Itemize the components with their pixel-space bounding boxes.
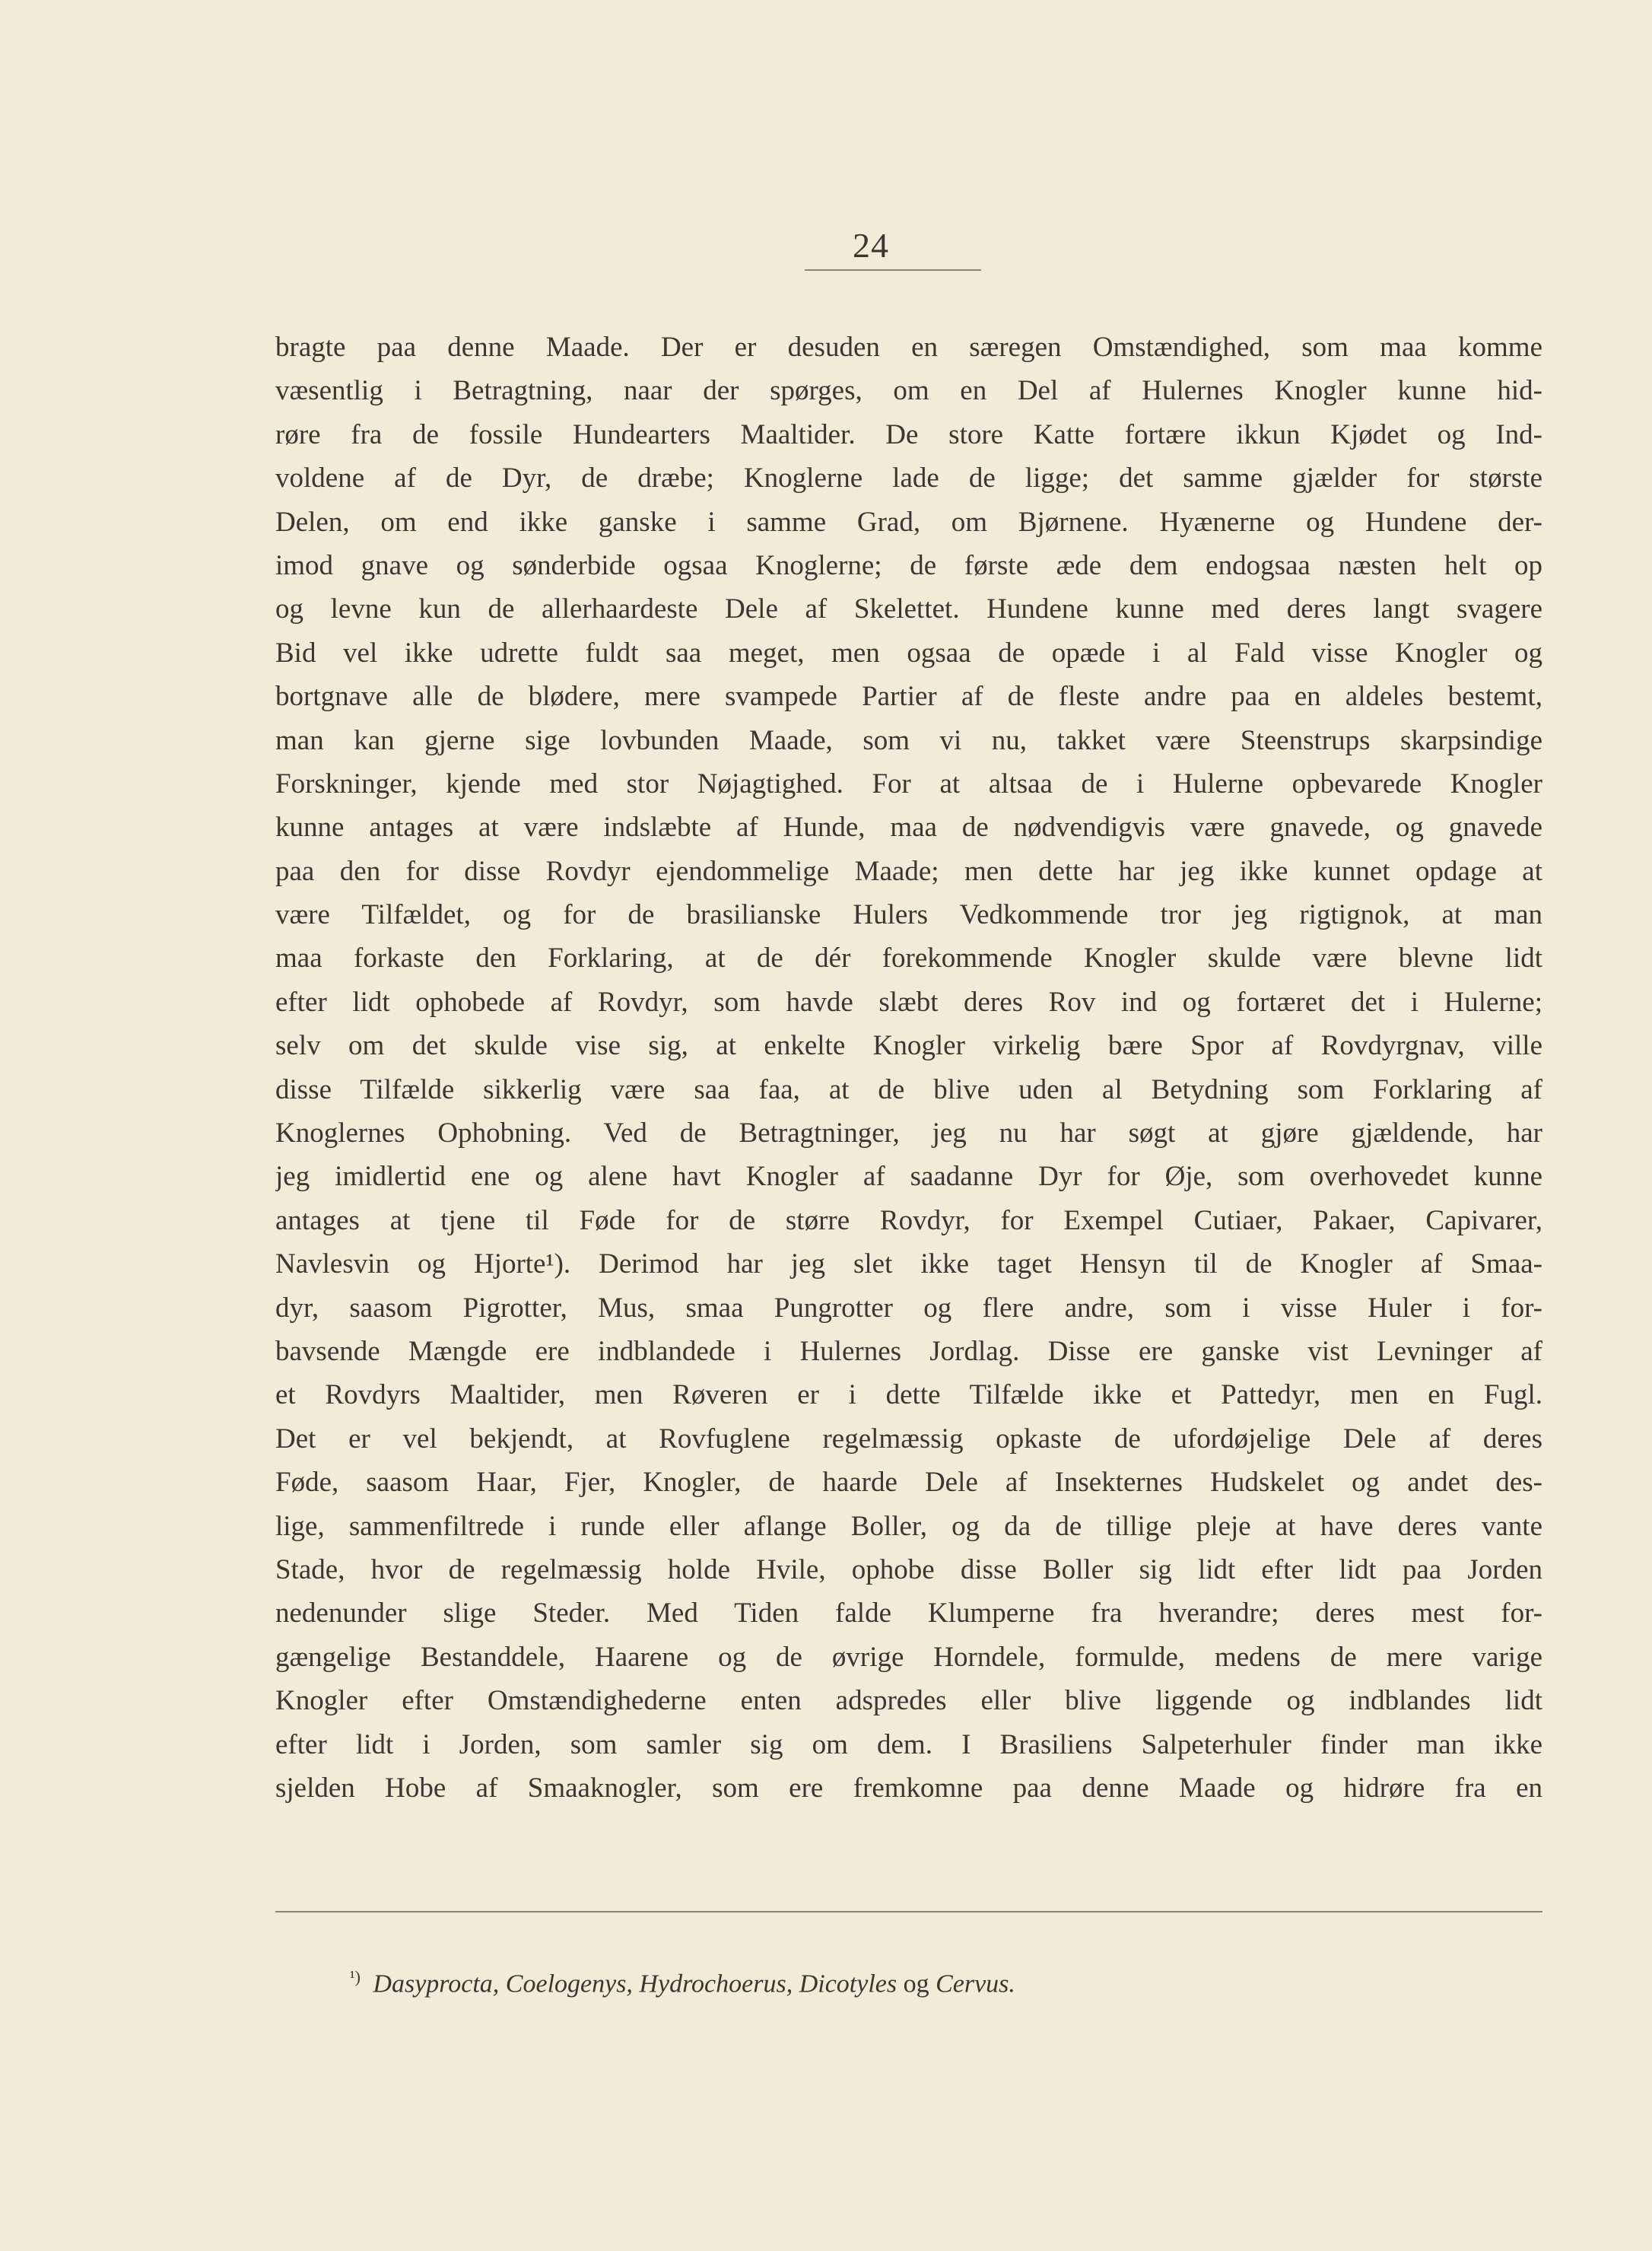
text-line: Knoglernes Ophobning. Ved de Betragtninger, jeg nu har søgt at gjøre gjældende, har <box>275 1118 1542 1149</box>
footnote-names: Dasyprocta, Coelogenys, Hydrochoerus, Dicotyles <box>373 1970 897 1998</box>
text-line: et Rovdyrs Maaltider, men Røveren er i dette Tilfælde ikke et Pattedyr, men en Fugl. <box>275 1379 1542 1411</box>
text-line: Delen, om end ikke ganske i samme Grad, om Bjørnene. Hyænerne og Hundene der- <box>275 506 1542 538</box>
text-line: Navlesvin og Hjorte¹). Derimod har jeg slet ikke taget Hensyn til de Knogler af Smaa- <box>275 1248 1542 1280</box>
body-text <box>275 326 1542 1810</box>
text-line: bragte paa denne Maade. Der er desuden en særegen Omstændighed, som maa komme <box>275 332 1542 363</box>
text-line: nedenunder slige Steder. Med Tiden falde Klumperne fra hverandre; deres mest for- <box>275 1598 1542 1629</box>
text-line: efter lidt i Jorden, som samler sig om dem. I Brasiliens Salpeterhuler finder man ikke <box>275 1728 1542 1760</box>
text-line: dyr, saasom Pigrotter, Mus, smaa Pungrotter og flere andre, som i visse Huler i for- <box>275 1292 1542 1324</box>
text-line: røre fra de fossile Hundearters Maaltider. De store Katte fortære ikkun Kjødet og Ind- <box>275 418 1542 450</box>
footnote-last-name: Cervus. <box>936 1970 1015 1998</box>
text-line: Stade, hvor de regelmæssig holde Hvile, ophobe disse Boller sig lidt efter lidt paa Jorden <box>275 1553 1542 1585</box>
text-line: og levne kun de allerhaardeste Dele af Skelettet. Hundene kunne med deres langt svagere <box>275 593 1542 625</box>
footnote-rule <box>275 1911 1542 1912</box>
text-line: Føde, saasom Haar, Fjer, Knogler, de haarde Dele af Insekternes Hudskelet og andet des- <box>275 1467 1542 1499</box>
text-line: Forskninger, kjende med stor Nøjagtighed. For at altsaa de i Hulerne opbevarede Knogler <box>275 768 1542 800</box>
text-line: væsentlig i Betragtning, naar der spørges, om en Del af Hulernes Knogler kunne hid- <box>275 375 1542 407</box>
text-line: kunne antages at være indslæbte af Hunde, maa de nødvendigvis være gnavede, og gnavede <box>275 812 1542 844</box>
text-line: disse Tilfælde sikkerlig være saa faa, at de blive uden al Betydning som Forklaring af <box>275 1073 1542 1105</box>
footnote-marker: ¹) <box>350 1967 361 1986</box>
text-line: være Tilfældet, og for de brasilianske Hulers Vedkommende tror jeg rigtignok, at man <box>275 899 1542 931</box>
text-line: antages at tjene til Føde for de større Rovdyr, for Exempel Cutiaer, Pakaer, Capivarer, <box>275 1204 1542 1236</box>
text-line: Knogler efter Omstændighederne enten adspredes eller blive liggende og indblandes lidt <box>275 1685 1542 1717</box>
page-number: 24 <box>853 226 889 265</box>
text-line: bavsende Mængde ere indblandede i Hulernes Jordlag. Disse ere ganske vist Levninger af <box>275 1335 1542 1367</box>
text-line: Bid vel ikke udrette fuldt saa meget, men ogsaa de opæde i al Fald visse Knogler og <box>275 637 1542 669</box>
text-line: paa den for disse Rovdyr ejendommelige Maade; men dette har jeg ikke kunnet opdage at <box>275 855 1542 887</box>
text-line: efter lidt ophobede af Rovdyr, som havde slæbt deres Rov ind og fortæret det i Hulerne; <box>275 986 1542 1018</box>
text-line: gængelige Bestanddele, Haarene og de øvrige Horndele, formulde, medens de mere varige <box>275 1641 1542 1673</box>
text-line: imod gnave og sønderbide ogsaa Knoglerne; de første æde dem endogsaa næsten helt op <box>275 549 1542 581</box>
text-line: man kan gjerne sige lovbunden Maade, som vi nu, takket være Steenstrups skarpsindige <box>275 724 1542 756</box>
text-line: voldene af de Dyr, de dræbe; Knoglerne lade de ligge; det samme gjælder for største <box>275 463 1542 494</box>
text-line: jeg imidlertid ene og alene havt Knogler af saadanne Dyr for Øje, som overhovedet kunne <box>275 1161 1542 1193</box>
footnote-conjunction: og <box>903 1970 929 1998</box>
text-line: bortgnave alle de blødere, mere svampede Partier af de fleste andre paa en aldeles bestemt, <box>275 681 1542 713</box>
text-line: lige, sammenfiltrede i runde eller aflange Boller, og da de tillige pleje at have deres vante <box>275 1510 1542 1542</box>
text-line: sjelden Hobe af Smaaknogler, som ere fremkomne paa denne Maade og hidrøre fra en <box>275 1772 1542 1804</box>
header-rule <box>805 269 981 271</box>
text-line: selv om det skulde vise sig, at enkelte Knogler virkelig bære Spor af Rovdyrgnav, ville <box>275 1030 1542 1062</box>
footnote <box>350 1960 1491 2001</box>
text-line: maa forkaste den Forklaring, at de dér forekommende Knogler skulde være blevne lidt <box>275 943 1542 974</box>
text-line: Det er vel bekjendt, at Rovfuglene regelmæssig opkaste de ufordøjelige Dele af deres <box>275 1423 1542 1455</box>
